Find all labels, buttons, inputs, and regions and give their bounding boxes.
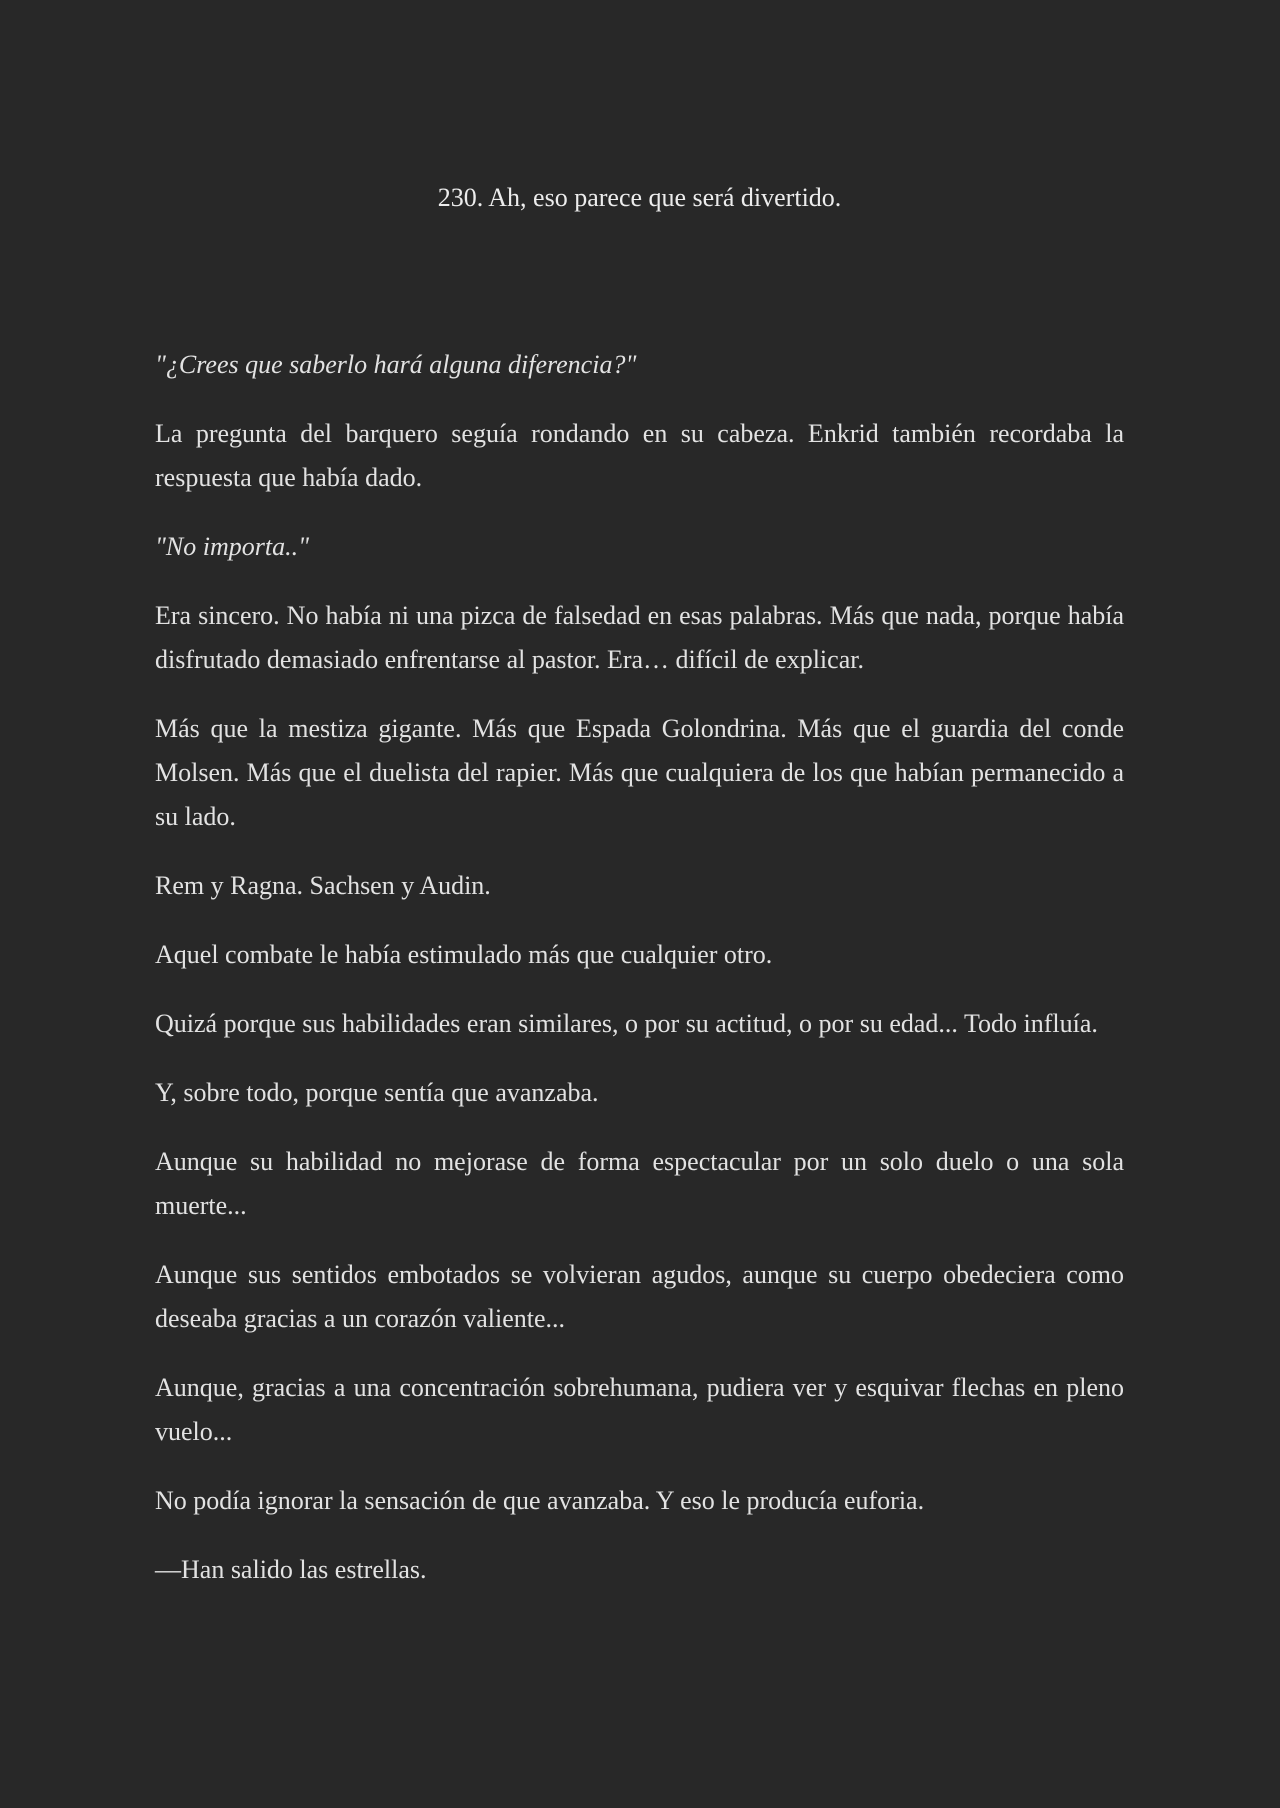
paragraph-3: "No importa.." [155,532,310,561]
paragraph-11: Aunque sus sentidos embotados se volvieran agudos, aunque su cuerpo obedeciera como deseaba gracias a un corazón valiente... [155,1260,1124,1333]
chapter-title: 230. Ah, eso parece que será divertido. [437,183,842,212]
paragraph-13: No podía ignorar la sensación de que avanzaba. Y eso le producía euforia. [155,1486,925,1515]
paragraph-8: Quizá porque sus habilidades eran similares, o por su actitud, o por su edad... Todo influía. [155,1009,1098,1038]
paragraph-1: "¿Crees que saberlo hará alguna diferencia?" [155,350,637,379]
paragraph-9: Y, sobre todo, porque sentía que avanzaba. [155,1078,599,1107]
paragraph-5: Más que la mestiza gigante. Más que Espada Golondrina. Más que el guardia del conde Molsen. Más que el duelista del rapier. Más que cualquiera de los que habían permanecido a su lado. [155,714,1124,831]
chapter-body [155,343,1124,1592]
paragraph-14: —Han salido las estrellas. [155,1555,427,1584]
paragraph-2: La pregunta del barquero seguía rondando en su cabeza. Enkrid también recordaba la respuesta que había dado. [155,419,1124,492]
paragraph-6: Rem y Ragna. Sachsen y Audin. [155,871,491,900]
paragraph-7: Aquel combate le había estimulado más que cualquier otro. [155,940,773,969]
paragraph-10: Aunque su habilidad no mejorase de forma espectacular por un solo duelo o una sola muerte... [155,1147,1124,1220]
paragraph-4: Era sincero. No había ni una pizca de falsedad en esas palabras. Más que nada, porque había disfrutado demasiado enfrentarse al pastor. Era… difícil de explicar. [155,601,1124,674]
paragraph-12: Aunque, gracias a una concentración sobrehumana, pudiera ver y esquivar flechas en pleno vuelo... [155,1373,1124,1446]
